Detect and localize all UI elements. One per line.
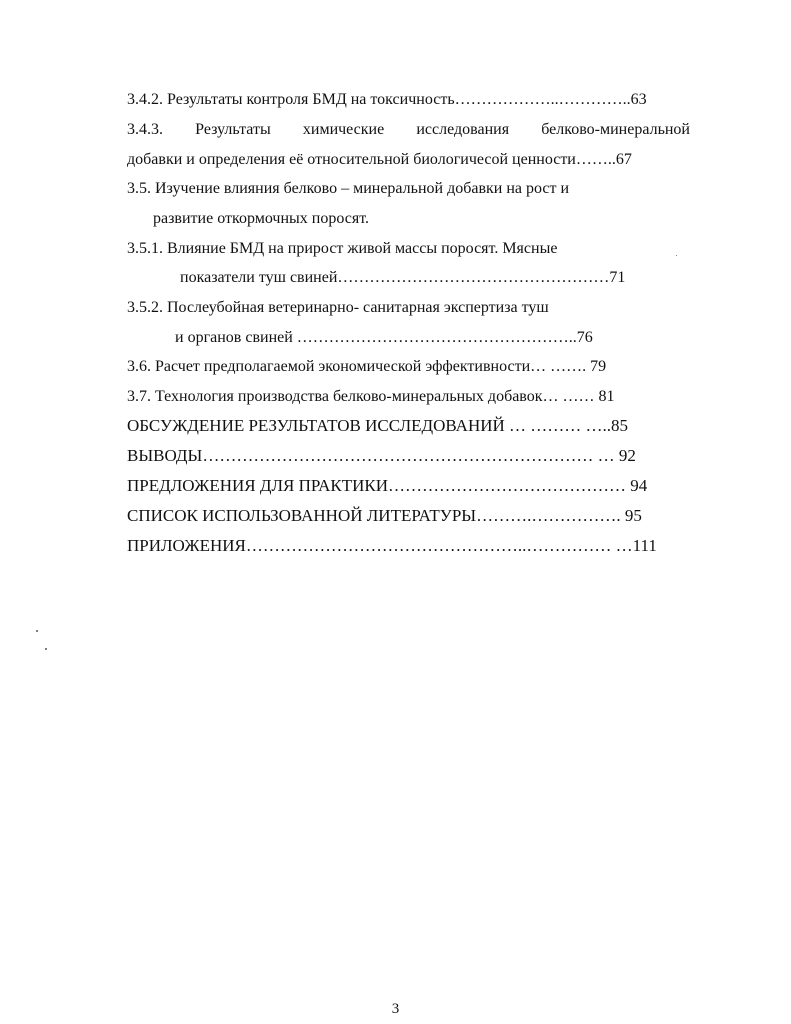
- toc-entry-appendices: ПРИЛОЖЕНИЯ…………………………………………..…………… …111: [127, 536, 657, 555]
- toc-entry-3-4-3-line-1: 3.4.3. Результаты химические исследования белково-минеральной: [127, 121, 690, 138]
- toc-entry-3-5-2-line-1: 3.5.2. Послеубойная ветеринарно- санитарная экспертиза туш: [127, 299, 549, 316]
- toc-entry-3-5-line-1: 3.5. Изучение влияния белково – минеральной добавки на рост и: [127, 180, 570, 197]
- toc-entry-3-5-1-line-1: 3.5.1. Влияние БМД на прирост живой массы поросят. Мясные: [127, 240, 558, 257]
- toc-entry-3-7: 3.7. Технология производства белково-минеральных добавок… …… 81: [127, 388, 615, 405]
- toc-entry-3-5-line-2: развитие откормочных поросят.: [153, 210, 369, 227]
- page-number: 3: [391, 1001, 400, 1017]
- toc-entry-references: СПИСОК ИСПОЛЬЗОВАННОЙ ЛИТЕРАТУРЫ……….……………. 95: [127, 506, 642, 525]
- scan-speck: [45, 648, 47, 650]
- toc-entry-3-6: 3.6. Расчет предполагаемой экономической эффективности… ……. 79: [127, 358, 607, 375]
- toc-entry-conclusions: ВЫВОДЫ…………………………………………………………… … 92: [127, 446, 636, 465]
- toc-entry-3-4-3-line-2: добавки и определения её относительной биологичесой ценности……..67: [127, 151, 632, 168]
- toc-entry-3-5-2-line-2: и органов свиней ……………………………………………..76: [175, 329, 593, 346]
- toc-entry-3-5-1-line-2: показатели туш свиней……………………………………………71: [180, 269, 626, 286]
- toc-entry-recommendations: ПРЕДЛОЖЕНИЯ ДЛЯ ПРАКТИКИ…………………………………… 94: [127, 476, 648, 495]
- scan-speck: [36, 630, 38, 632]
- toc-entry-3-4-2: 3.4.2. Результаты контроля БМД на токсичность………………..…………..63: [127, 91, 647, 108]
- scan-speck: [676, 255, 677, 256]
- toc-entry-discussion: ОБСУЖДЕНИЕ РЕЗУЛЬТАТОВ ИССЛЕДОВАНИЙ … ……… …..85: [127, 416, 629, 435]
